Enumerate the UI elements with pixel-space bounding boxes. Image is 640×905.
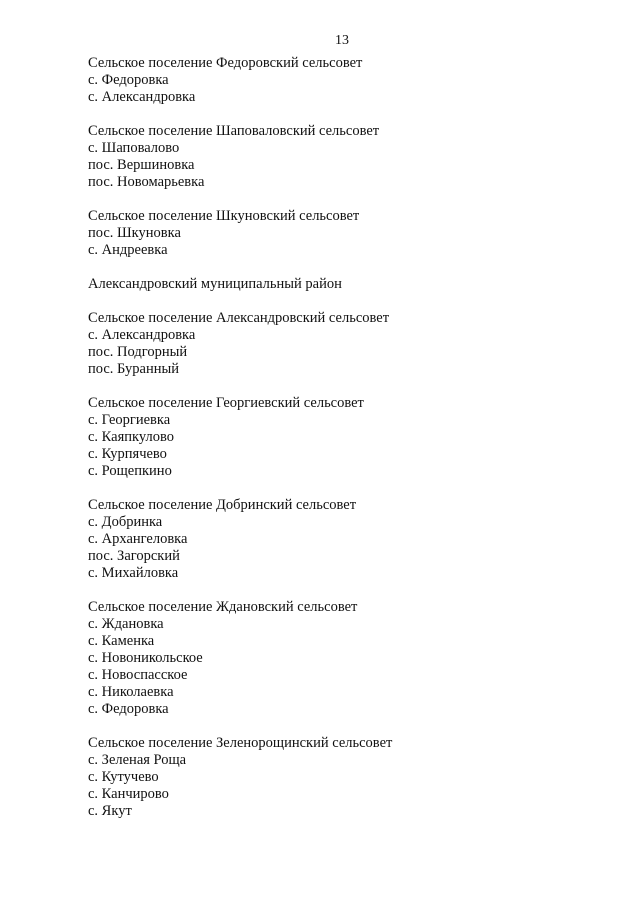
section-title: Сельское поселение Шкуновский сельсовет bbox=[88, 208, 360, 224]
settlement-item: пос. Вершиновка bbox=[88, 157, 195, 173]
settlement-section bbox=[88, 123, 588, 191]
settlement-item: с. Новоспасское bbox=[88, 667, 188, 683]
settlement-item: с. Федоровка bbox=[88, 72, 169, 88]
section-spacer bbox=[88, 191, 588, 208]
settlement-item: с. Якут bbox=[88, 803, 132, 819]
section-title: Сельское поселение Федоровский сельсовет bbox=[88, 55, 363, 71]
settlement-section bbox=[88, 55, 588, 106]
section-title: Сельское поселение Александровский сельсовет bbox=[88, 310, 390, 326]
settlement-item: пос. Новомарьевка bbox=[88, 174, 205, 190]
section-spacer bbox=[88, 718, 588, 735]
settlement-section bbox=[88, 735, 588, 820]
section-title: Сельское поселение Зеленорощинский сельсовет bbox=[88, 735, 393, 751]
section-spacer bbox=[88, 259, 588, 276]
settlement-list bbox=[88, 55, 588, 820]
settlement-item: с. Курпячево bbox=[88, 446, 167, 462]
settlement-item: с. Кутучево bbox=[88, 769, 159, 785]
settlement-item: с. Николаевка bbox=[88, 684, 174, 700]
settlement-section bbox=[88, 395, 588, 480]
settlement-item: пос. Загорский bbox=[88, 548, 180, 564]
settlement-section bbox=[88, 208, 588, 259]
section-spacer bbox=[88, 378, 588, 395]
settlement-item: с. Ждановка bbox=[88, 616, 164, 632]
settlement-item: пос. Буранный bbox=[88, 361, 179, 377]
section-title: Сельское поселение Добринский сельсовет bbox=[88, 497, 357, 513]
settlement-section bbox=[88, 310, 588, 378]
settlement-item: с. Добринка bbox=[88, 514, 163, 530]
settlement-item: с. Георгиевка bbox=[88, 412, 171, 428]
section-spacer bbox=[88, 480, 588, 497]
section-spacer bbox=[88, 106, 588, 123]
settlement-item: с. Михайловка bbox=[88, 565, 179, 581]
section-title: Сельское поселение Георгиевский сельсовет bbox=[88, 395, 364, 411]
page-number: 13 bbox=[335, 33, 349, 48]
settlement-item: с. Александровка bbox=[88, 89, 196, 105]
section-spacer bbox=[88, 582, 588, 599]
section-spacer bbox=[88, 293, 588, 310]
settlement-item: с. Каменка bbox=[88, 633, 155, 649]
section-title: Сельское поселение Ждановский сельсовет bbox=[88, 599, 358, 615]
settlement-section bbox=[88, 599, 588, 718]
section-title: Александровский муниципальный район bbox=[88, 276, 342, 292]
settlement-item: с. Андреевка bbox=[88, 242, 168, 258]
section-title: Сельское поселение Шаповаловский сельсовет bbox=[88, 123, 380, 139]
settlement-item: с. Канчирово bbox=[88, 786, 169, 802]
settlement-item: с. Федоровка bbox=[88, 701, 169, 717]
settlement-section bbox=[88, 497, 588, 582]
settlement-item: с. Архангеловка bbox=[88, 531, 188, 547]
settlement-section bbox=[88, 276, 588, 293]
settlement-item: с. Шаповалово bbox=[88, 140, 180, 156]
settlement-item: с. Александровка bbox=[88, 327, 196, 343]
settlement-item: с. Новоникольское bbox=[88, 650, 203, 666]
settlement-item: пос. Шкуновка bbox=[88, 225, 181, 241]
settlement-item: с. Каяпкулово bbox=[88, 429, 174, 445]
settlement-item: с. Рощепкино bbox=[88, 463, 172, 479]
settlement-item: с. Зеленая Роща bbox=[88, 752, 187, 768]
settlement-item: пос. Подгорный bbox=[88, 344, 188, 360]
